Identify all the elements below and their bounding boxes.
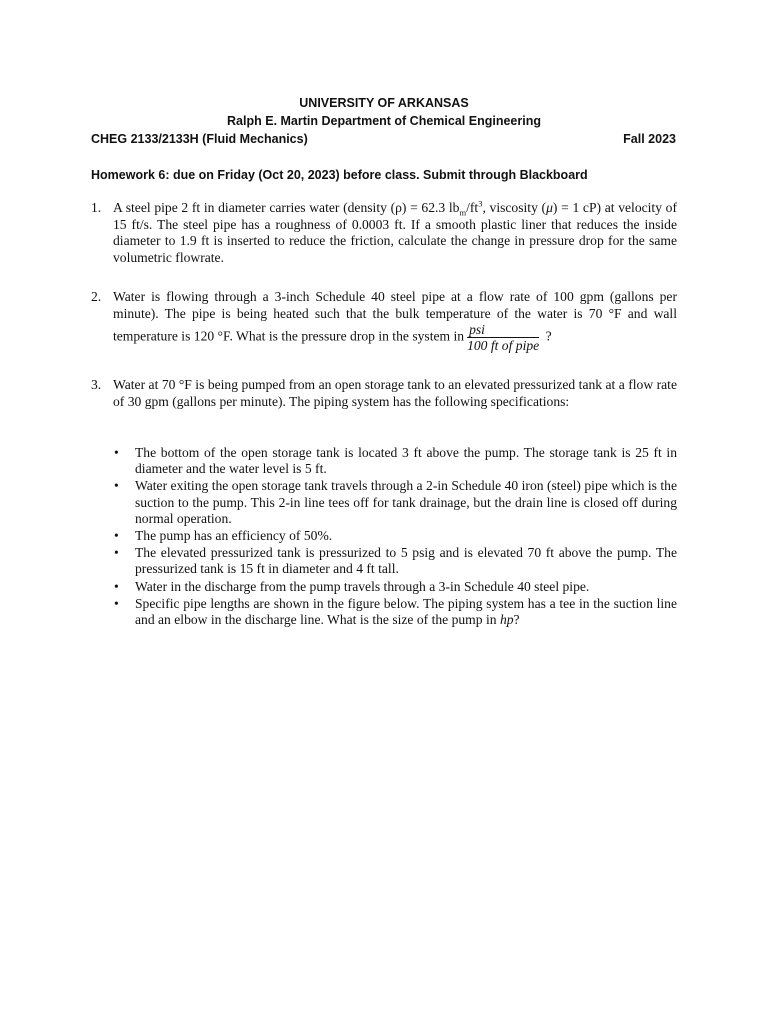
question-text: Water at 70 °F is being pumped from an open storage tank to an elevated pressurized tank at a flow rate of 30 gpm (gallons per minute). The piping system has the following specifications:	[113, 377, 677, 409]
specification-list	[114, 445, 677, 628]
list-item: • Specific pipe lengths are shown in the figure below. The piping system has a tee in the suction line and an elbow in the discharge line. What is the size of the pump in hp?	[114, 595, 677, 628]
question-number: 1.	[91, 200, 102, 215]
question-3	[91, 377, 677, 410]
university-title: UNIVERSITY OF ARKANSAS	[299, 96, 469, 110]
department-title: Ralph E. Martin Department of Chemical Engineering	[227, 114, 541, 128]
question-2	[91, 289, 677, 353]
homework-title: Homework 6: due on Friday (Oct 20, 2023) before class. Submit through Blackboard	[91, 168, 588, 182]
term-label: Fall 2023	[623, 132, 676, 146]
course-title: CHEG 2133/2133H (Fluid Mechanics)	[91, 132, 308, 146]
question-1	[91, 200, 677, 266]
question-text: Water is flowing through a 3-inch Schedule 40 steel pipe at a flow rate of 100 gpm (gallons per minute). The pipe is being heated such that the bulk temperature of the water is 70 °F and wall temperature is 120 °F. What is the pressure drop in the system in $\frac{\text{psi}}{\text{100 ft of pipe}}$ ?	[113, 289, 677, 353]
list-item: • Water exiting the open storage tank travels through a 2-in Schedule 40 iron (steel) pipe which is the suction to the pump. This 2-in line tees off for tank drainage, but the drain line is closed off during normal operation.	[114, 478, 677, 526]
question-number: 2.	[91, 289, 102, 304]
pressure-drop-unit-fraction: $\frac{\text{psi}}{\text{100 ft of pipe}}$	[467, 322, 540, 353]
list-item: • The pump has an efficiency of 50%.	[114, 528, 333, 544]
list-item: • The bottom of the open storage tank is located 3 ft above the pump. The storage tank is 25 ft in diameter and the water level is 5 ft.	[114, 445, 677, 477]
list-item: • The elevated pressurized tank is pressurized to 5 psig and is elevated 70 ft above the pump. The pressurized tank is 15 ft in diameter and 4 ft tall.	[114, 545, 677, 577]
question-text: A steel pipe 2 ft in diameter carries water (density (ρ) = 62.3 $lb_m/ft^3$, viscosity (μ) = 1 cP) at velocity of 15 ft/s. The steel pipe has a roughness of 0.0003 ft. If a smooth plastic liner that reduces the inside diameter to 1.9 ft is inserted to reduce the friction, calculate the change in pressure drop for the same volumetric flowrate.	[113, 198, 677, 265]
question-number: 3.	[91, 377, 102, 392]
list-item: • Water in the discharge from the pump travels through a 3-in Schedule 40 steel pipe.	[114, 578, 590, 594]
